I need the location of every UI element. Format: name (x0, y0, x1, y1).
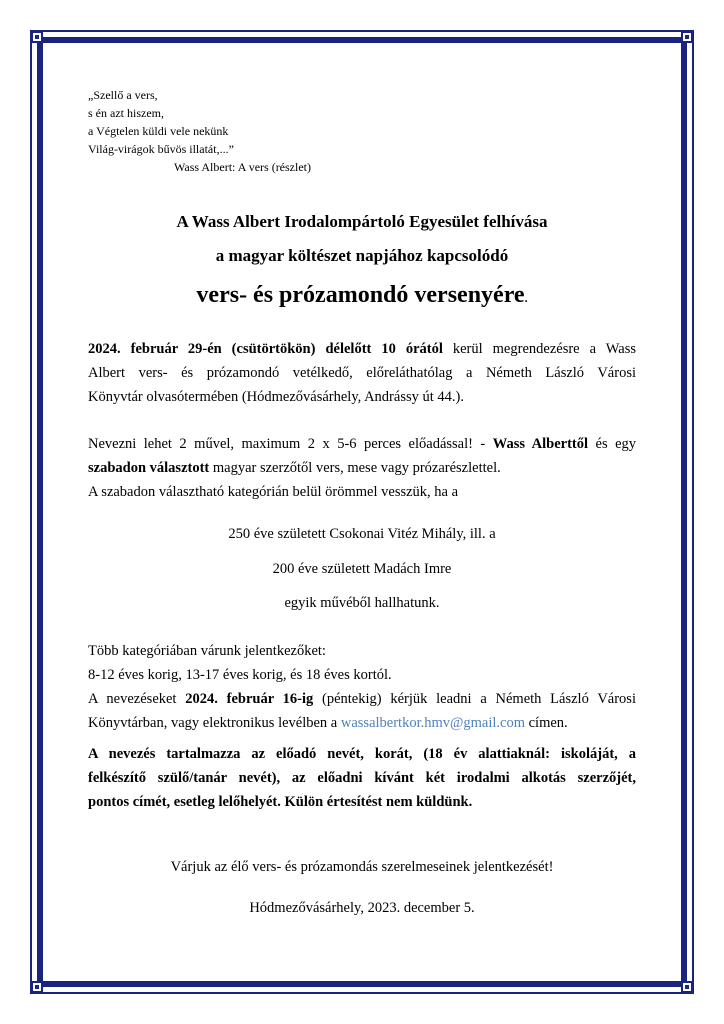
paragraph-line: 8-12 éves korig, 13-17 éves korig, és 18 éves kortól. (88, 667, 392, 683)
text-run: és egy (588, 436, 637, 452)
paragraph-line (88, 456, 636, 480)
heading-line-2: a magyar költészet napjához kapcsolódó (215, 246, 509, 265)
centered-line: egyik művéből hallhatunk. (284, 595, 440, 611)
paragraph-event (88, 337, 636, 409)
text-run: A nevezéseket (88, 691, 186, 707)
heading-line-3 (60, 282, 664, 309)
centered-line: 200 éve született Madách Imre (272, 561, 452, 577)
page-border-inner (37, 37, 687, 987)
text-bold: Wass Alberttől (492, 436, 589, 452)
paragraph-line: Több kategóriában várunk jelentkezőket: (88, 643, 326, 659)
heading-main: vers- és prózamondó versenyére (196, 282, 525, 308)
email-link[interactable]: wassalbertkor.hmv@gmail.com (340, 715, 525, 731)
border-corner-top-right (681, 31, 693, 43)
text-run: (péntekig) kérjük leadni a Németh László Városi (313, 691, 636, 707)
heading-line-1: A Wass Albert Irodalompártoló Egyesület felhívása (176, 212, 548, 231)
paragraph-line: felkészítő szülő/tanár nevét), az előadni kívánt két irodalmi alkotás szerzőjét, (88, 770, 636, 786)
border-corner-bottom-left (31, 981, 43, 993)
paragraph-line (88, 687, 636, 711)
text-run: kerül megrendezésre a Wass (442, 341, 636, 357)
paragraph-line (88, 337, 636, 361)
paragraph-categories (88, 639, 636, 735)
centered-line: 250 éve született Csokonai Vitéz Mihály, ill. a (228, 526, 496, 542)
text-run: magyar szerzőtől vers, mese vagy prózarészlettel. (209, 460, 501, 476)
place-and-date: Hódmezővásárhely, 2023. december 5. (249, 900, 475, 916)
deadline-date: 2024. február 16-ig (185, 691, 314, 707)
poem-line: „Szellő a vers, (88, 88, 158, 102)
paragraph-line (88, 432, 636, 456)
text-run: címen. (524, 715, 568, 731)
heading-dot: . (524, 291, 528, 305)
paragraph-line: Albert vers- és prózamondó vetélkedő, előreláthatólag a Németh László Városi (88, 365, 636, 381)
poem-line: a Végtelen küldi vele nekünk (88, 124, 229, 138)
paragraph-entry-contents (88, 742, 636, 814)
border-corner-bottom-right (681, 981, 693, 993)
paragraph-entry-rules (88, 432, 636, 504)
paragraph-line (88, 711, 636, 735)
poem-line: Világ-virágok bűvös illatát,...” (88, 142, 234, 156)
poem-attribution: Wass Albert: A vers (részlet) (174, 160, 311, 174)
event-date: 2024. február 29-én (csütörtökön) délelőtt 10 órától (88, 341, 443, 357)
paragraph-line: Könyvtár olvasótermében (Hódmezővásárhely, Andrássy út 44.). (88, 389, 464, 405)
paragraph-line: A nevezés tartalmazza az előadó nevét, korát, (18 év alattiaknál: iskoláját, a (88, 746, 636, 762)
text-bold: szabadon választott (88, 460, 210, 476)
paragraph-line: pontos címét, esetleg lelőhelyét. Külön értesítést nem küldünk. (88, 794, 473, 810)
paragraph-line: A szabadon választható kategórián belül örömmel vesszük, ha a (88, 484, 459, 500)
text-run: Könyvtárban, vagy elektronikus levélben a (88, 715, 341, 731)
text-run: Nevezni lehet 2 művel, maximum 2 x 5-6 perces előadással! - (88, 436, 493, 452)
poem-quote (88, 86, 311, 176)
closing-invitation: Várjuk az élő vers- és prózamondás szerelmeseinek jelentkezését! (170, 859, 554, 875)
poem-line: s én azt hiszem, (88, 106, 164, 120)
border-corner-top-left (31, 31, 43, 43)
